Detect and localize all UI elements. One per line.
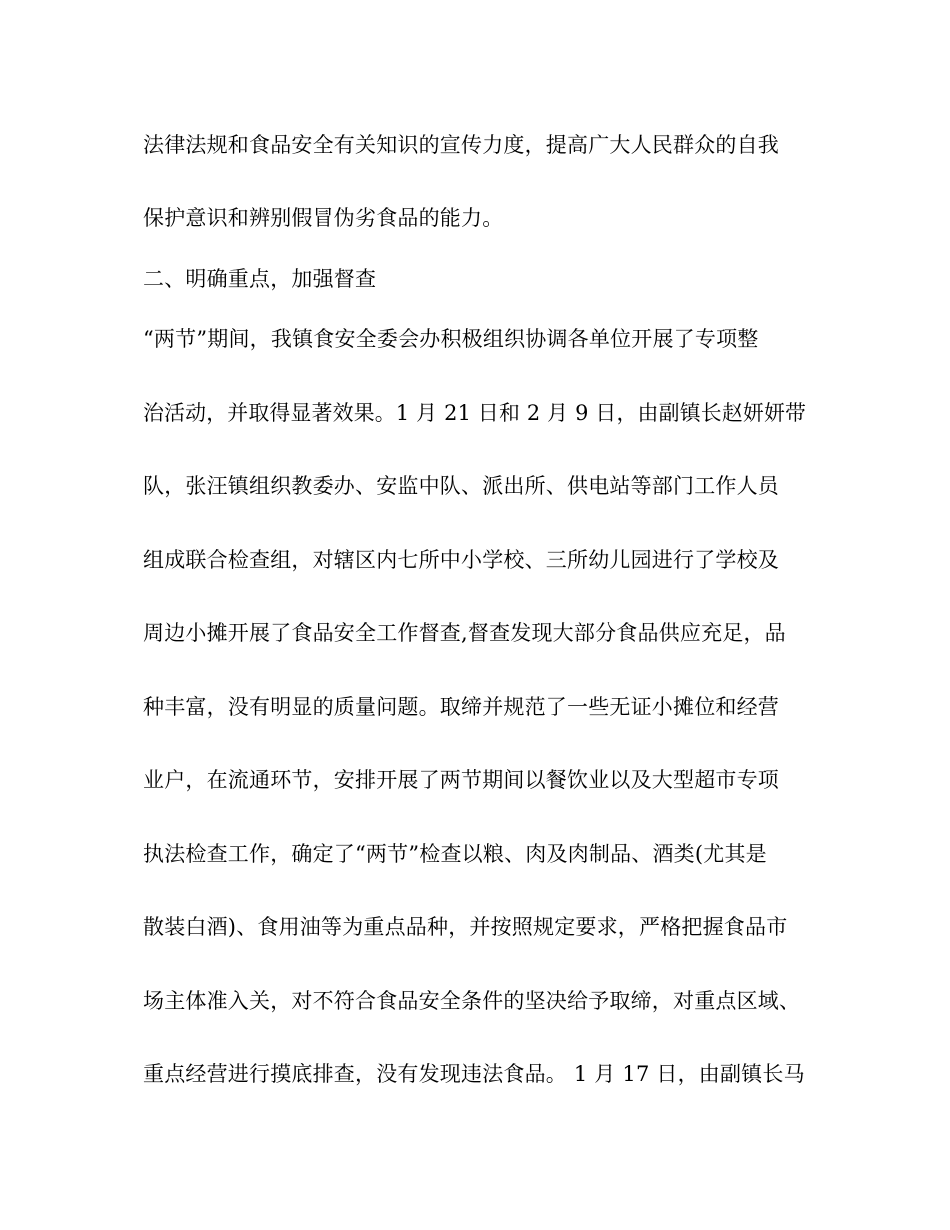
body-text-line: 场主体准入关，对不符合食品安全条件的坚决给予取缔，对重点区域、 xyxy=(143,989,801,1013)
body-text-line: 治活动，并取得显著效果。1 月 21 日和 2 月 9 日，由副镇长赵妍妍带 xyxy=(143,401,807,425)
body-text-line: 队，张汪镇组织教委办、安监中队、派出所、供电站等部门工作人员 xyxy=(143,474,779,498)
body-text-line: 重点经营进行摸底排查，没有发现违法食品。 1 月 17 日，由副镇长马 xyxy=(143,1062,805,1086)
body-text-line: 法律法规和食品安全有关知识的宣传力度，提高广大人民群众的自我 xyxy=(143,133,779,157)
body-text-line: 种丰富，没有明显的质量问题。取缔并规范了一些无证小摊位和经营 xyxy=(143,695,779,719)
body-text-line: 组成联合检查组，对辖区内七所中小学校、三所幼儿园进行了学校及 xyxy=(143,548,779,572)
section-heading: 二、明确重点，加强督查 xyxy=(143,267,377,291)
body-text-line: 执法检查工作，确定了“两节”检查以粮、肉及肉制品、酒类(尤其是 xyxy=(143,842,767,866)
body-text-line: 保护意识和辨别假冒伪劣食品的能力。 xyxy=(143,206,504,230)
body-text-line: “两节”期间，我镇食安全委会办积极组织协调各单位开展了专项整 xyxy=(143,327,759,351)
body-text-line: 周边小摊开展了食品安全工作督查,督查发现大部分食品供应充足，品 xyxy=(143,621,786,645)
body-text-line: 散装白酒)、食用油等为重点品种，并按照规定要求，严格把握食品市 xyxy=(143,915,788,939)
body-text-line: 业户，在流通环节，安排开展了两节期间以餐饮业以及大型超市专项 xyxy=(143,768,779,792)
